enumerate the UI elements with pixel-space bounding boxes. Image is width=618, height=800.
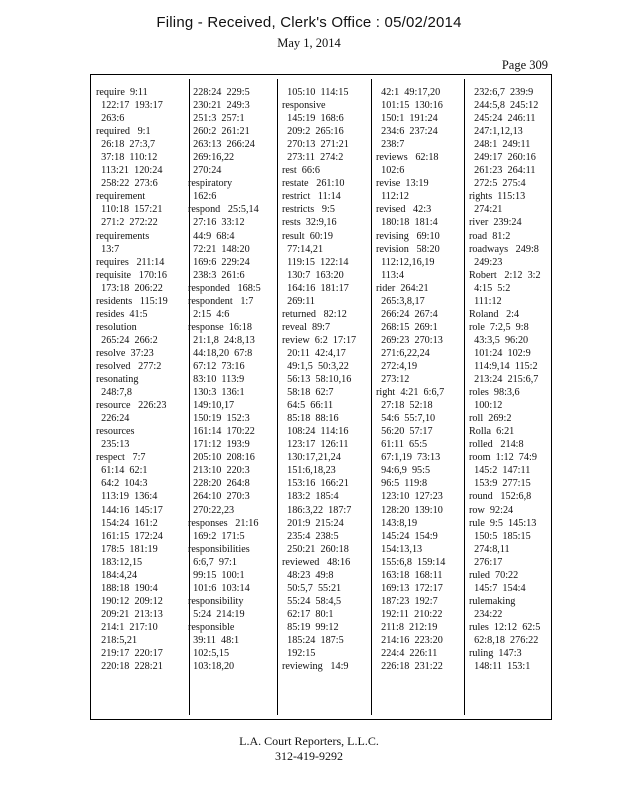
index-entry: Robert 2:12 3:2 xyxy=(469,269,541,281)
index-entry: restricts 9:5 xyxy=(282,204,335,216)
index-entry: revising 69:10 xyxy=(376,230,440,242)
index-entry: requires 211:14 xyxy=(96,256,165,268)
index-entry: 169:13 172:17 xyxy=(376,582,443,594)
index-entry: 187:23 192:7 xyxy=(376,595,438,607)
index-entry: 192:11 210:22 xyxy=(376,608,443,620)
index-entry: 249:17 260:16 xyxy=(469,152,536,164)
index-entry: 234:6 237:24 xyxy=(376,126,438,138)
index-entry: restate 261:10 xyxy=(282,178,345,190)
index-entry: 114:9,14 115:2 xyxy=(469,360,538,372)
index-entry: 113:19 136:4 xyxy=(96,491,158,503)
index-entry: 5:24 214:19 xyxy=(188,608,245,620)
index-entry: 251:3 257:1 xyxy=(188,113,245,125)
index-entry: 111:12 xyxy=(469,295,502,307)
index-entry: 183:12,15 xyxy=(96,556,143,568)
index-entry: 271:2 272:22 xyxy=(96,217,158,229)
index-entry: 128:20 139:10 xyxy=(376,504,443,516)
index-frame xyxy=(90,74,552,720)
index-entry: 180:18 181:4 xyxy=(376,217,438,229)
index-entry: roles 98:3,6 xyxy=(469,387,520,399)
index-entry: 61:14 62:1 xyxy=(96,465,148,477)
index-entry: roll 269:2 xyxy=(469,413,512,425)
index-entry: 67:12 73:16 xyxy=(188,360,245,372)
index-entry: 72:21 148:20 xyxy=(188,243,250,255)
index-entry: 101:6 103:14 xyxy=(188,582,250,594)
index-entry: 102:6 xyxy=(376,165,405,177)
index-entry: 145:7 154:4 xyxy=(469,582,526,594)
index-entry: 186:3,22 187:7 xyxy=(282,504,352,516)
index-entry: 209:21 213:13 xyxy=(96,608,163,620)
index-entry: 112:12 xyxy=(376,191,410,203)
index-entry: 148:11 153:1 xyxy=(469,661,531,673)
index-entry: 85:18 88:16 xyxy=(282,413,339,425)
index-entry: requisite 170:16 xyxy=(96,269,168,281)
index-entry: 235:13 xyxy=(96,439,130,451)
index-entry: resource 226:23 xyxy=(96,400,167,412)
index-entry: 260:2 261:21 xyxy=(188,126,250,138)
index-entry: 150:1 191:24 xyxy=(376,113,438,125)
index-entry: ruling 147:3 xyxy=(469,648,522,660)
index-entry: 154:24 161:2 xyxy=(96,517,158,529)
index-entry: 263:6 xyxy=(96,113,125,125)
index-entry: 58:18 62:7 xyxy=(282,387,334,399)
index-entry: 6:6,7 97:1 xyxy=(188,556,237,568)
index-entry: 232:6,7 239:9 xyxy=(469,87,534,98)
index-entry: 20:11 42:4,17 xyxy=(282,347,346,359)
index-entry: 269:23 270:13 xyxy=(376,334,443,346)
index-entry: require 9:11 xyxy=(96,87,148,98)
index-entry: 37:18 110:12 xyxy=(96,152,158,164)
index-entry: 274:21 xyxy=(469,204,503,216)
index-entry: required 9:1 xyxy=(96,126,151,138)
index-entry: resolved 277:2 xyxy=(96,360,162,372)
index-entry: responded 168:5 xyxy=(188,282,261,294)
index-entry: resolution xyxy=(96,321,137,333)
index-entry: 245:24 246:11 xyxy=(469,113,536,125)
index-entry: 67:1,19 73:13 xyxy=(376,452,441,464)
index-entry: 234:22 xyxy=(469,608,503,620)
index-entry: 163:18 168:11 xyxy=(376,569,443,581)
column-divider xyxy=(371,79,372,715)
index-entry: revision 58:20 xyxy=(376,243,440,255)
index-entry: river 239:24 xyxy=(469,217,522,229)
index-entry: 248:1 249:11 xyxy=(469,139,531,151)
index-entry: 145:2 147:11 xyxy=(469,465,531,477)
index-entry: rest 66:6 xyxy=(282,165,320,177)
index-entry: 103:18,20 xyxy=(188,661,235,673)
index-entry: role 7:2,5 9:8 xyxy=(469,321,529,333)
index-entry: 161:14 170:22 xyxy=(188,426,255,438)
index-entry: 213:24 215:6,7 xyxy=(469,374,539,386)
index-entry: 112:12,16,19 xyxy=(376,256,435,268)
index-entry: ruled 70:22 xyxy=(469,569,519,581)
index-entry: 123:17 126:11 xyxy=(282,439,349,451)
index-entry: 50:5,7 55:21 xyxy=(282,582,342,594)
index-entry: 64:2 104:3 xyxy=(96,478,148,490)
index-entry: 100:12 xyxy=(469,400,503,412)
index-entry: 249:23 xyxy=(469,256,503,268)
index-entry: 130:17,21,24 xyxy=(282,452,341,464)
index-entry: right 4:21 6:6,7 xyxy=(376,387,445,399)
index-entry: 113:4 xyxy=(376,269,404,281)
index-entry: 42:1 49:17,20 xyxy=(376,87,441,98)
index-entry: reveal 89:7 xyxy=(282,321,331,333)
index-entry: 62:8,18 276:22 xyxy=(469,634,539,646)
index-entry: 122:17 193:17 xyxy=(96,100,163,112)
index-entry: row 92:24 xyxy=(469,504,514,516)
index-entry: Roland 2:4 xyxy=(469,308,520,320)
index-entry: 183:2 185:4 xyxy=(282,491,339,503)
index-entry: returned 82:12 xyxy=(282,308,347,320)
index-entry: reviewed 48:16 xyxy=(282,556,351,568)
index-entry: 96:5 119:8 xyxy=(376,478,428,490)
index-entry: 269:16,22 xyxy=(188,152,235,164)
index-entry: 211:8 212:19 xyxy=(376,621,438,633)
index-entry: 149:10,17 xyxy=(188,400,235,412)
index-entry: 110:18 157:21 xyxy=(96,204,163,216)
index-entry: responsibility xyxy=(188,595,244,607)
index-entry: response 16:18 xyxy=(188,321,252,333)
index-entry: respiratory xyxy=(188,178,233,190)
index-entry: 270:22,23 xyxy=(188,504,235,516)
index-entry: 226:18 231:22 xyxy=(376,661,443,673)
index-entry: 102:5,15 xyxy=(188,648,230,660)
index-entry: 220:18 228:21 xyxy=(96,661,163,673)
index-entry: reviews 62:18 xyxy=(376,152,439,164)
index-entry: 228:24 229:5 xyxy=(188,87,250,98)
footer-phone: 312-419-9292 xyxy=(275,749,343,763)
index-entry: 150:19 152:3 xyxy=(188,413,250,425)
index-entry: 145:24 154:9 xyxy=(376,530,438,542)
index-entry: 178:5 181:19 xyxy=(96,543,158,555)
index-entry: 228:20 264:8 xyxy=(188,478,250,490)
index-entry: 4:15 5:2 xyxy=(469,282,511,294)
index-entry: 248:7,8 xyxy=(96,387,132,399)
index-entry: respond 25:5,14 xyxy=(188,204,259,216)
index-entry: 55:24 58:4,5 xyxy=(282,595,342,607)
index-entry: 273:12 xyxy=(376,374,410,386)
index-entry: 48:23 49:8 xyxy=(282,569,334,581)
index-entry: 263:13 266:24 xyxy=(188,139,255,151)
index-entry: 27:16 33:12 xyxy=(188,217,245,229)
index-entry: rule 9:5 145:13 xyxy=(469,517,537,529)
transcript-date: May 1, 2014 xyxy=(277,36,341,50)
index-entry: 94:6,9 95:5 xyxy=(376,465,431,477)
index-entry: residents 115:19 xyxy=(96,295,168,307)
index-entry: resides 41:5 xyxy=(96,308,148,320)
index-entry: 269:11 xyxy=(282,295,316,307)
index-entry: 143:8,19 xyxy=(376,517,418,529)
index-entry: 2:15 4:6 xyxy=(188,308,230,320)
index-entry: 188:18 190:4 xyxy=(96,582,158,594)
index-entry: responsible xyxy=(188,621,235,633)
index-entry: review 6:2 17:17 xyxy=(282,334,357,346)
index-entry: 130:7 163:20 xyxy=(282,269,344,281)
index-entry: 169:2 171:5 xyxy=(188,530,245,542)
filing-header: Filing - Received, Clerk's Office : 05/02/2014 xyxy=(156,14,462,31)
index-entry: 230:21 249:3 xyxy=(188,100,250,112)
index-entry: 101:24 102:9 xyxy=(469,347,531,359)
index-entry: 268:15 269:1 xyxy=(376,321,438,333)
index-entry: 13:7 xyxy=(96,243,120,255)
index-column-2 xyxy=(188,86,261,673)
index-entry: 235:4 238:5 xyxy=(282,530,339,542)
index-entry: 184:4,24 xyxy=(96,569,138,581)
index-entry: 214:1 217:10 xyxy=(96,621,158,633)
index-entry: 265:24 266:2 xyxy=(96,334,158,346)
index-column-5 xyxy=(469,86,541,673)
index-entry: room 1:12 74:9 xyxy=(469,452,537,464)
index-entry: 238:7 xyxy=(376,139,405,151)
index-column-3 xyxy=(282,86,356,673)
index-entry: resonating xyxy=(96,374,139,386)
index-entry: 185:24 187:5 xyxy=(282,634,344,646)
index-entry: 54:6 55:7,10 xyxy=(376,413,436,425)
index-entry: rules 12:12 62:5 xyxy=(469,621,541,633)
index-entry: 173:18 206:22 xyxy=(96,282,163,294)
index-entry: revise 13:19 xyxy=(376,178,429,190)
index-entry: 273:11 274:2 xyxy=(282,152,344,164)
index-entry: 123:10 127:23 xyxy=(376,491,443,503)
index-entry: 213:10 220:3 xyxy=(188,465,250,477)
footer-company: L.A. Court Reporters, L.L.C. xyxy=(239,734,379,748)
index-entry: 101:15 130:16 xyxy=(376,100,443,112)
index-entry: revised 42:3 xyxy=(376,204,432,216)
index-entry: 276:17 xyxy=(469,556,503,568)
index-entry: 274:8,11 xyxy=(469,543,510,555)
index-entry: 258:22 273:6 xyxy=(96,178,158,190)
index-entry: 161:15 172:24 xyxy=(96,530,163,542)
index-entry: responsibilities xyxy=(188,543,250,555)
index-entry: result 60:19 xyxy=(282,230,333,242)
index-entry: requirement xyxy=(96,191,146,203)
index-entry: 26:18 27:3,7 xyxy=(96,139,156,151)
index-entry: 151:6,18,23 xyxy=(282,465,336,477)
index-entry: round 152:6,8 xyxy=(469,491,532,503)
index-entry: 250:21 260:18 xyxy=(282,543,349,555)
index-entry: 169:6 229:24 xyxy=(188,256,250,268)
index-entry: 83:10 113:9 xyxy=(188,374,245,386)
index-entry: restrict 11:14 xyxy=(282,191,341,203)
index-entry: 219:17 220:17 xyxy=(96,648,163,660)
index-entry: rolled 214:8 xyxy=(469,439,524,451)
index-entry: 27:18 52:18 xyxy=(376,400,433,412)
index-entry: 205:10 208:16 xyxy=(188,452,255,464)
index-entry: 192:15 xyxy=(282,648,316,660)
index-entry: rulemaking xyxy=(469,595,516,607)
index-entry: 56:20 57:17 xyxy=(376,426,433,438)
index-entry: 119:15 122:14 xyxy=(282,256,349,268)
index-entry: reviewing 14:9 xyxy=(282,661,349,673)
index-entry: responses 21:16 xyxy=(188,517,259,529)
index-entry: 270:24 xyxy=(188,165,222,177)
column-divider xyxy=(277,79,278,715)
index-column-1 xyxy=(96,86,168,673)
index-column-4 xyxy=(376,86,445,673)
index-entry: resolve 37:23 xyxy=(96,347,154,359)
index-entry: 43:3,5 96:20 xyxy=(469,334,529,346)
index-entry: 150:5 185:15 xyxy=(469,530,531,542)
index-entry: responsive xyxy=(282,100,326,112)
column-divider xyxy=(464,79,465,715)
index-entry: rests 32:9,16 xyxy=(282,217,337,229)
index-entry: 154:13,13 xyxy=(376,543,423,555)
index-entry: 224:4 226:11 xyxy=(376,648,438,660)
index-entry: road 81:2 xyxy=(469,230,511,242)
index-entry: roadways 249:8 xyxy=(469,243,539,255)
index-entry: respondent 1:7 xyxy=(188,295,254,307)
index-entry: 155:6,8 159:14 xyxy=(376,556,446,568)
index-entry: requirements xyxy=(96,230,150,242)
index-entry: 171:12 193:9 xyxy=(188,439,250,451)
index-entry: 162:6 xyxy=(188,191,217,203)
index-entry: 190:12 209:12 xyxy=(96,595,163,607)
index-entry: 201:9 215:24 xyxy=(282,517,344,529)
index-entry: 64:5 66:11 xyxy=(282,400,334,412)
index-entry: 214:16 223:20 xyxy=(376,634,443,646)
index-entry: 153:16 166:21 xyxy=(282,478,349,490)
index-entry: 44:18,20 67:8 xyxy=(188,347,253,359)
index-entry: 209:2 265:16 xyxy=(282,126,344,138)
index-entry: 105:10 114:15 xyxy=(282,87,349,98)
index-entry: 272:5 275:4 xyxy=(469,178,526,190)
index-entry: 56:13 58:10,16 xyxy=(282,374,352,386)
index-entry: 218:5,21 xyxy=(96,634,138,646)
index-entry: 238:3 261:6 xyxy=(188,269,245,281)
index-entry: 144:16 145:17 xyxy=(96,504,163,516)
index-entry: Rolla 6:21 xyxy=(469,426,515,438)
index-entry: rights 115:13 xyxy=(469,191,526,203)
index-entry: 226:24 xyxy=(96,413,130,425)
index-entry: 39:11 48:1 xyxy=(188,634,240,646)
index-entry: 247:1,12,13 xyxy=(469,126,523,138)
index-entry: 61:11 65:5 xyxy=(376,439,428,451)
index-entry: 108:24 114:16 xyxy=(282,426,349,438)
page-number: Page 309 xyxy=(501,58,548,72)
index-entry: 49:1,5 50:3,22 xyxy=(282,360,349,372)
index-entry: 153:9 277:15 xyxy=(469,478,531,490)
index-entry: rider 264:21 xyxy=(376,282,429,294)
index-entry: 99:15 100:1 xyxy=(188,569,245,581)
index-entry: 266:24 267:4 xyxy=(376,308,438,320)
index-entry: 113:21 120:24 xyxy=(96,165,163,177)
index-entry: 244:5,8 245:12 xyxy=(469,100,539,112)
index-entry: 272:4,19 xyxy=(376,360,418,372)
index-entry: 62:17 80:1 xyxy=(282,608,334,620)
index-entry: 145:19 168:6 xyxy=(282,113,344,125)
index-entry: 164:16 181:17 xyxy=(282,282,349,294)
index-entry: respect 7:7 xyxy=(96,452,146,464)
index-entry: resources xyxy=(96,426,135,438)
index-entry: 261:23 264:11 xyxy=(469,165,536,177)
index-entry: 271:6,22,24 xyxy=(376,347,430,359)
index-entry: 21:1,8 24:8,13 xyxy=(188,334,255,346)
index-entry: 44:9 68:4 xyxy=(188,230,235,242)
index-entry: 85:19 99:12 xyxy=(282,621,339,633)
index-entry: 270:13 271:21 xyxy=(282,139,349,151)
index-entry: 264:10 270:3 xyxy=(188,491,250,503)
index-entry: 265:3,8,17 xyxy=(376,295,425,307)
index-entry: 77:14,21 xyxy=(282,243,324,255)
index-entry: 130:3 136:1 xyxy=(188,387,245,399)
